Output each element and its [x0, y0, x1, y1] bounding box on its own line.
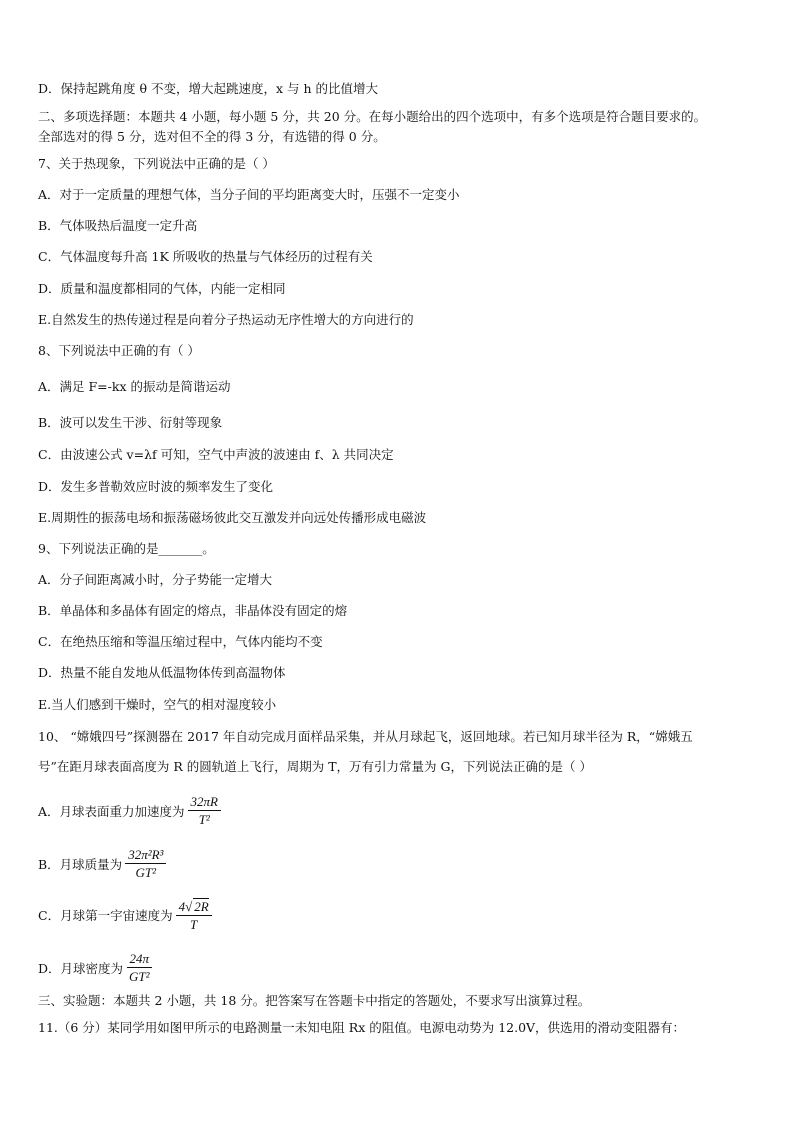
q10-option-b: [38, 847, 166, 880]
fraction-numerator: 32πR: [188, 794, 221, 811]
q10-option-c-fraction: [176, 898, 212, 932]
fraction-numerator: 32π²R³: [125, 847, 166, 864]
q7-option-a: A．对于一定质量的理想气体，当分子间的平均距离变大时，压强不一定变小: [38, 187, 460, 202]
q7-option-d: D．质量和温度都相同的气体，内能一定相同: [38, 281, 286, 296]
q10-option-a: [38, 794, 221, 827]
q10-option-c: [38, 898, 212, 932]
q10-option-b-label: B．月球质量为: [38, 856, 123, 872]
q10-option-d: [38, 951, 153, 984]
q8-option-d: D．发生多普勒效应时波的频率发生了变化: [38, 479, 274, 494]
fraction-numerator: 24π: [127, 951, 153, 968]
q9-option-d: D．热量不能自发地从低温物体传到高温物体: [38, 665, 286, 680]
q7-stem: 7、关于热现象，下列说法中正确的是（ ）: [38, 156, 275, 171]
q7-option-e: E.自然发生的热传递过程是向着分子热运动无序性增大的方向进行的: [38, 312, 414, 327]
q9-option-c: C．在绝热压缩和等温压缩过程中，气体内能均不变: [38, 634, 323, 649]
q10-option-a-label: A．月球表面重力加速度为: [38, 803, 185, 819]
fraction-denominator: T: [190, 917, 198, 932]
fraction-denominator: GT²: [135, 865, 157, 880]
q8-option-a: A．满足 F=-kx 的振动是简谐运动: [38, 379, 231, 394]
q10-option-b-fraction: [125, 847, 166, 880]
q8-option-c: C．由波速公式 v=λf 可知，空气中声波的波速由 f、λ 共同决定: [38, 447, 394, 462]
sqrt-icon: √: [185, 899, 193, 914]
numerator-radicand: 2R: [194, 899, 209, 914]
q10-option-d-fraction: [126, 951, 153, 984]
section-2-heading-line1: 二、多项选择题：本题共 4 小题，每小题 5 分，共 20 分。在每小题给出的四个选项中，有多个选项是符合题目要求的。: [38, 109, 707, 124]
fraction-numerator: [176, 898, 212, 916]
fraction-denominator: T²: [198, 812, 210, 827]
q7-option-b: B．气体吸热后温度一定升高: [38, 218, 198, 233]
q9-option-b: B．单晶体和多晶体有固定的熔点，非晶体没有固定的熔: [38, 603, 348, 618]
q9-option-a: A．分子间距离减小时，分子势能一定增大: [38, 572, 273, 587]
numerator-coefficient: 4: [178, 899, 186, 914]
section-3-heading: 三、实验题：本题共 2 小题，共 18 分。把答案写在答题卡中指定的答题处，不要求写出演算过程。: [38, 993, 591, 1008]
q10-option-d-label: D．月球密度为: [38, 960, 124, 976]
section-2-heading-line2: 全部选对的得 5 分，选对但不全的得 3 分，有选错的得 0 分。: [38, 129, 386, 144]
q10-option-a-fraction: [188, 794, 221, 827]
q6-option-d: D．保持起跳角度 θ 不变，增大起跳速度，x 与 h 的比值增大: [38, 81, 379, 96]
q11-stem: 11.（6 分）某同学用如图甲所示的电路测量一未知电阻 Rx 的阻值。电源电动势为 12.0V，供选用的滑动变阻器有：: [38, 1020, 686, 1035]
q10-option-c-label: C．月球第一宇宙速度为: [38, 908, 173, 923]
q8-stem: 8、下列说法中正确的有（ ）: [38, 343, 200, 358]
q8-option-e: E.周期性的振荡电场和振荡磁场彼此交互激发并向远处传播形成电磁波: [38, 510, 427, 525]
q10-stem-line1: 10、 “嫦娥四号”探测器在 2017 年自动完成月面样品采集，并从月球起飞，返回地球。若已知月球半径为 R，“嫦娥五: [38, 729, 693, 744]
q9-option-e: E.当人们感到干燥时，空气的相对湿度较小: [38, 697, 277, 712]
q10-stem-line2: 号”在距月球表面高度为 R 的圆轨道上飞行，周期为 T，万有引力常量为 G，下列说法正确的是（ ）: [38, 759, 592, 774]
fraction-denominator: GT²: [129, 969, 150, 984]
q8-option-b: B．波可以发生干涉、衍射等现象: [38, 415, 223, 430]
q9-stem: 9、下列说法正确的是_______。: [38, 541, 215, 556]
q7-option-c: C．气体温度每升高 1K 所吸收的热量与气体经历的过程有关: [38, 249, 373, 264]
